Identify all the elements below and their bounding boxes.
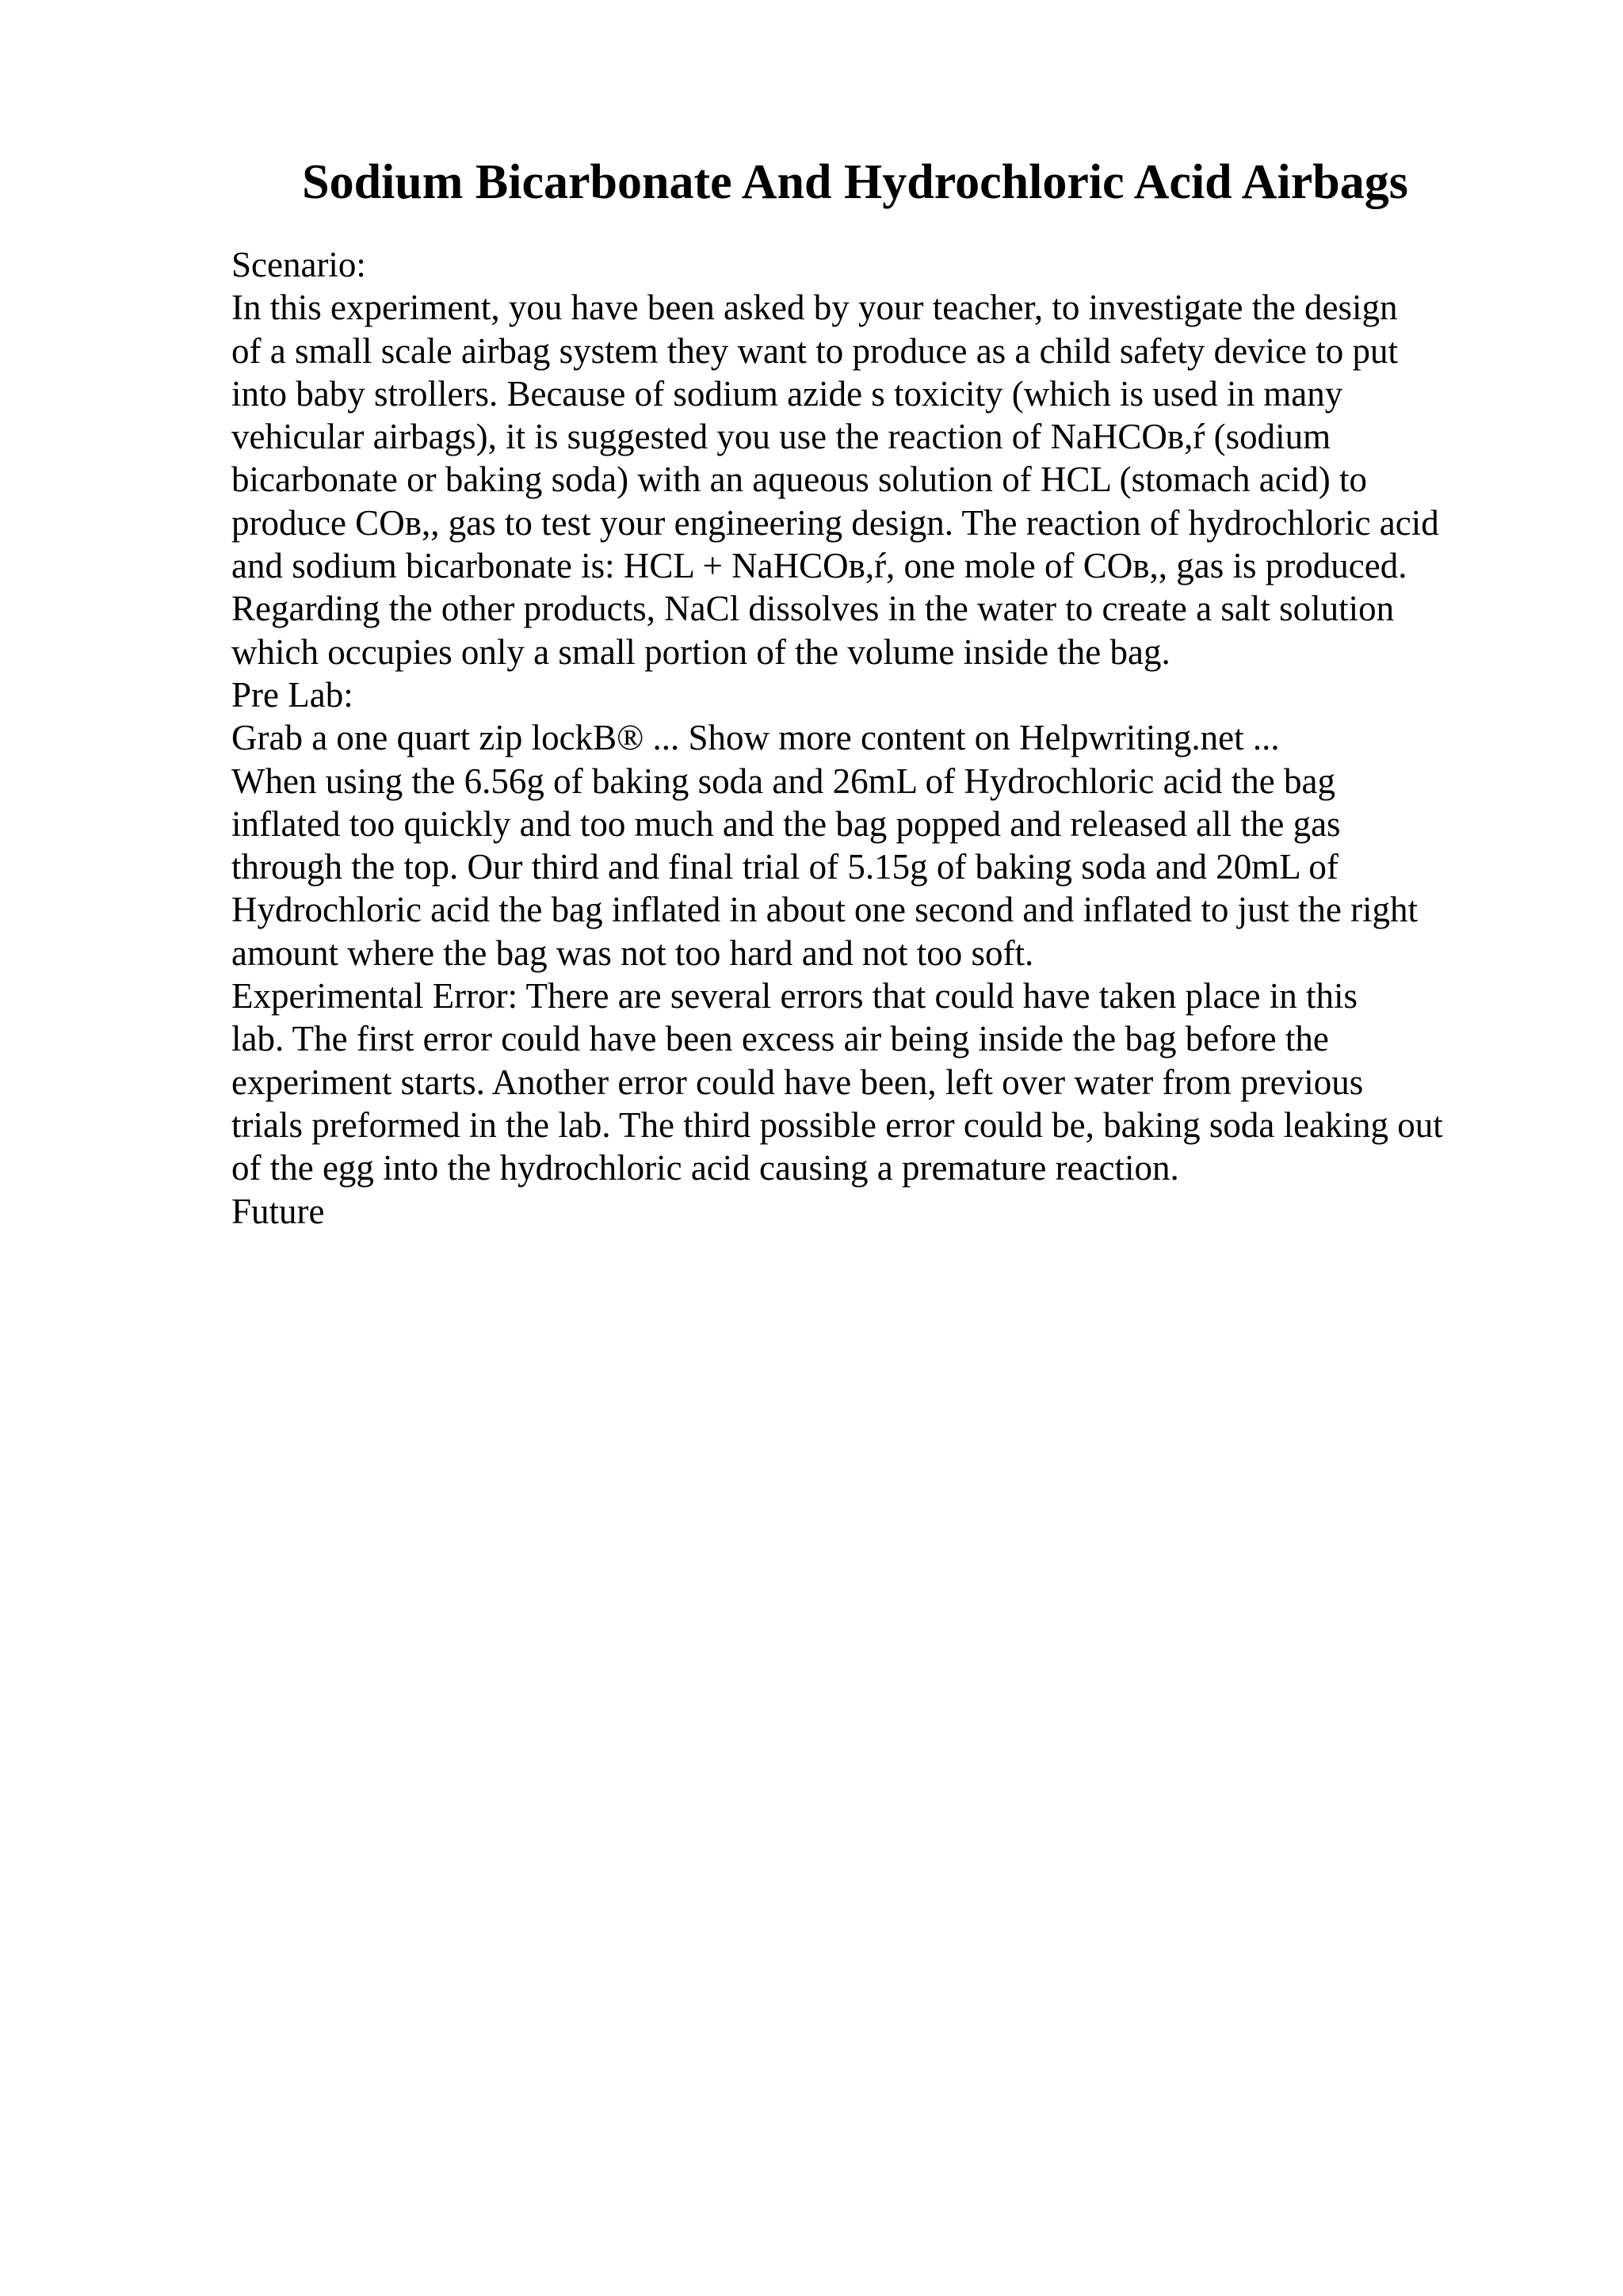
text-line: of the egg into the hydrochloric acid causing a premature reaction.: [231, 1148, 1179, 1188]
text-line: of a small scale airbag system they want to produce as a child safety device to put: [231, 330, 1399, 371]
text-line: When using the 6.56g of baking soda and 26mL of Hydrochloric acid the bag: [231, 761, 1335, 801]
text-line: Grab a one quart zip lockB® ... Show more content on Helpwriting.net ...: [231, 718, 1280, 758]
text-line: and sodium bicarbonate is: HCL + NaHCOʙ,ŕ, one mole of COʙ,, gas is produced.: [231, 546, 1407, 586]
text-line: Regarding the other products, NaCl dissolves in the water to create a salt solution: [231, 589, 1395, 629]
text-line: inflated too quickly and too much and the bag popped and released all the gas: [231, 803, 1341, 844]
text-line: trials preformed in the lab. The third possible error could be, baking soda leaking out: [231, 1104, 1443, 1145]
text-line: Future: [231, 1191, 325, 1231]
text-line: vehicular airbags), it is suggested you use the reaction of NaHCOʙ,ŕ (sodium: [231, 417, 1331, 457]
document-title: Sodium Bicarbonate And Hydrochloric Acid Airbags: [302, 155, 1408, 209]
text-line: into baby strollers. Because of sodium azide s toxicity (which is used in many: [231, 373, 1343, 414]
text-line: produce COʙ,, gas to test your engineering design. The reaction of hydrochloric acid: [231, 502, 1439, 543]
text-line: through the top. Our third and final trial of 5.15g of baking soda and 20mL of: [231, 847, 1338, 887]
text-line: Experimental Error: There are several errors that could have taken place in this: [231, 976, 1358, 1016]
document-body: [231, 243, 1594, 1233]
text-line: Pre Lab:: [231, 674, 353, 715]
text-line: bicarbonate or baking soda) with an aqueous solution of HCL (stomach acid) to: [231, 460, 1367, 500]
text-line: Hydrochloric acid the bag inflated in about one second and inflated to just the right: [231, 890, 1419, 930]
text-line: amount where the bag was not too hard and not too soft.: [231, 933, 1034, 973]
text-line: In this experiment, you have been asked by your teacher, to investigate the design: [231, 288, 1398, 328]
text-line: experiment starts. Another error could have been, left over water from previous: [231, 1062, 1364, 1102]
text-line: which occupies only a small portion of the volume inside the bag.: [231, 631, 1170, 672]
text-line: lab. The first error could have been excess air being inside the bag before the: [231, 1019, 1329, 1059]
text-line: Scenario:: [231, 245, 366, 284]
